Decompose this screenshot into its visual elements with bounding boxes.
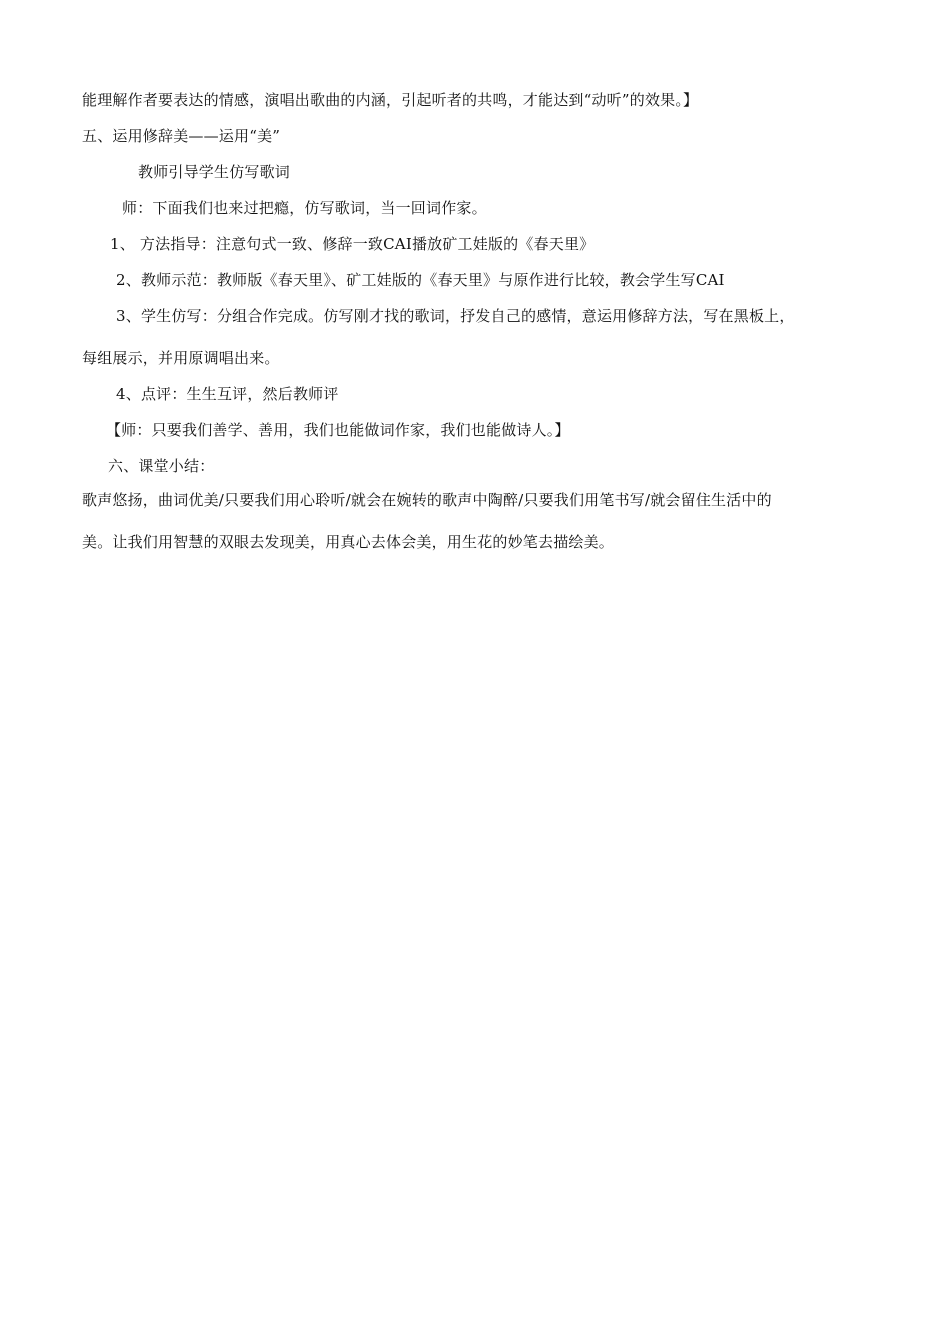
paragraph-line: 能理解作者要表达的情感，演唱出歌曲的内涵，引起听者的共鸣，才能达到“动听”的效果。】	[82, 91, 699, 109]
paragraph-line: 教师引导学生仿写歌词	[138, 163, 291, 181]
paragraph-line: 美。让我们用智慧的双眼去发现美，用真心去体会美，用生花的妙笔去描绘美。	[82, 533, 615, 551]
list-item: 3、学生仿写：分组合作完成。仿写刚才找的歌词，抒发自己的感情，意运用修辞方法，写在黑板上，	[116, 307, 795, 325]
section-heading: 五、运用修辞美——运用“美”	[82, 127, 281, 145]
list-item: 2、教师示范：教师版《春天里》、矿工娃版的《春天里》与原作进行比较，教会学生写CAI	[116, 271, 725, 289]
section-heading: 六、课堂小结：	[108, 457, 215, 475]
paragraph-line: 歌声悠扬，曲词优美/只要我们用心聆听/就会在婉转的歌声中陶醉/只要我们用笔书写/就会留住生活中的	[82, 491, 772, 509]
paragraph-line: 【师：只要我们善学、善用，我们也能做词作家，我们也能做诗人。】	[106, 421, 570, 439]
paragraph-line: 每组展示，并用原调唱出来。	[82, 349, 280, 367]
list-item: 4、点评：生生互评，然后教师评	[116, 385, 339, 403]
list-item: 1、 方法指导：注意句式一致、修辞一致CAI播放矿工娃版的《春天里》	[110, 235, 595, 253]
paragraph-line: 师：下面我们也来过把瘾，仿写歌词，当一回词作家。	[122, 199, 487, 217]
